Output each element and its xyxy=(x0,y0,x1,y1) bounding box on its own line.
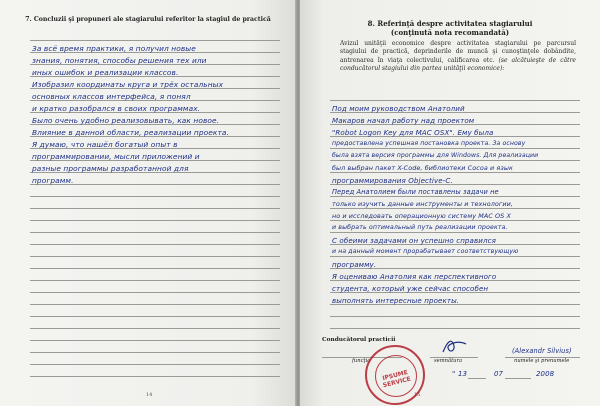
heading-line-2: (conţinută nota recomandată) xyxy=(390,27,510,37)
handwritten-line: иных ошибок и реализации классов. xyxy=(32,68,179,77)
date-day: 13 xyxy=(458,370,468,378)
handwritten-line: С обеими задачами он успешно справился xyxy=(332,236,496,245)
instruction-text xyxy=(340,40,576,74)
handwritten-line: разные программы разработанной для xyxy=(32,164,189,173)
handwritten-line: Влияние в данной области, реализации проекта. xyxy=(32,128,229,137)
heading-line-1: 8. Referinţă despre activitatea stagiarului xyxy=(367,19,533,28)
handwritten-line: программ. xyxy=(32,176,74,185)
instruction-body: Avizul unităţii economice despre activitatea stagiarului pe parcursul stagiului de practică, deprinderile de muncă şi cunoştinţele dobândite, antrenarea în viaţa colectivului, calificarea etc. xyxy=(340,40,576,64)
right-page-heading xyxy=(308,20,592,38)
handwritten-line: знания, понятия, способы решения тех или xyxy=(32,56,207,65)
handwritten-line: Макаров начал работу над проектом xyxy=(332,116,475,125)
left-page-heading: 7. Concluzii şi propuneri ale stagiarului referitor la stagiul de practică xyxy=(25,16,271,23)
handwritten-line: Перед Анатолием были поставлены задачи не xyxy=(332,188,499,196)
date-month: 07 xyxy=(494,370,504,378)
name-label: numele şi prenumele xyxy=(514,358,570,364)
handwritten-line: Под моим руководством Анатолий xyxy=(332,104,465,113)
right-page-number: 15 xyxy=(414,392,421,398)
handwritten-line: но и исследовать операционную систему MAC OS X xyxy=(332,212,511,220)
instruction-italic: (se alcătuieşte de către conducătorul stagiului din partea unităţii economice): xyxy=(340,56,576,73)
supervisor-signature xyxy=(440,336,470,358)
handwritten-line: выполнять интересные проекты. xyxy=(332,296,460,305)
handwritten-line: и кратко разобрался в своих программах. xyxy=(32,104,201,113)
right-page xyxy=(300,0,600,406)
supervisor-name-handwritten: (Alexandr Silvius) xyxy=(512,347,572,355)
handwritten-line: только изучить данные инструменты и технологии, xyxy=(332,200,514,208)
handwritten-line: Было очень удобно реализовывать, как новое. xyxy=(32,116,220,125)
left-page-number: 14 xyxy=(146,392,153,398)
handwritten-line: программирования Objective-C. xyxy=(332,176,453,185)
handwritten-line: студента, который уже сейчас способен xyxy=(332,284,489,293)
handwritten-line: Я думаю, что нашёл богатый опыт в xyxy=(32,140,178,149)
stamp-text: IPSUME SERVICE xyxy=(381,369,412,390)
handwritten-line: За всё время практики, я получил новые xyxy=(32,44,196,53)
company-stamp xyxy=(365,345,425,405)
function-label: funcţia xyxy=(352,358,371,364)
handwritten-line: программу. xyxy=(332,260,377,269)
left-page xyxy=(0,0,296,406)
handwritten-line: основных классов интерфейса, я понял xyxy=(32,92,191,101)
handwritten-line: Я оцениваю Анатолия как перспективного xyxy=(332,272,497,281)
handwritten-line: Изобразил координаты круга и трёх остальных xyxy=(32,80,224,89)
handwritten-line: "Robot Logon Key для MAC OSX". Ему была xyxy=(332,128,494,137)
supervisor-label: Conducătorul practicii xyxy=(322,337,396,343)
handwritten-line: и на данный момент прорабатывает соответствующую xyxy=(332,248,519,255)
handwritten-line: была взята версия программы для Windows. Для реализации xyxy=(332,152,539,159)
date-prefix: " xyxy=(452,370,456,378)
handwritten-line: программировании, мысли приложений и xyxy=(32,152,200,161)
handwritten-line: предоставлена успешная постановка проекта. За основу xyxy=(332,140,526,147)
handwritten-line: был выбран пакет X-Code, библиотеки Cocoa и язык xyxy=(332,164,513,172)
signature-label: semnătura xyxy=(434,358,463,364)
handwritten-line: и выбрать оптимальный путь реализации проекта. xyxy=(332,224,508,231)
date-year: 2008 xyxy=(536,370,555,378)
